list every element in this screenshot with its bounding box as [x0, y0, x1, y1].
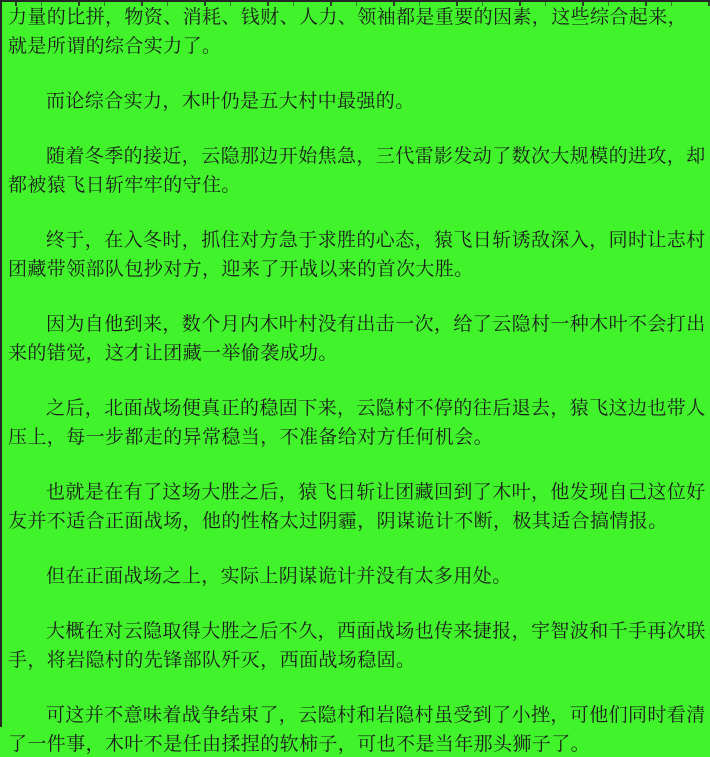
paragraph: 而论综合实力，木叶仍是五大村中最强的。: [46, 91, 415, 112]
paragraph: 可这并不意味着战争结束了，云隐村和岩隐村虽受到了小挫，可他们同时看清了一件事，木叶不是任由揉捏的软柿子，可也不是当年那头狮子了。: [8, 705, 706, 755]
paragraph: 力量的比拼，物资、消耗、钱财、人力、领袖都是重要的因素，这些综合起来，就是所谓的综合实力了。: [8, 7, 688, 57]
paragraph: 因为自他到来，数个月内木叶村没有出击一次，给了云隐村一种木叶不会打出来的错觉，这才让团藏一举偷袭成功。: [8, 314, 706, 364]
text-content: [8, 3, 706, 757]
paragraph: 之后，北面战场便真正的稳固下来，云隐村不停的往后退去，猿飞这边也带人压上，每一步都走的异常稳当，不准备给对方任何机会。: [8, 398, 706, 448]
paragraph: 也就是在有了这场大胜之后，猿飞日斩让团藏回到了木叶，他发现自己这位好友并不适合正面战场，他的性格太过阴霾，阴谋诡计不断，极其适合搞情报。: [8, 482, 706, 532]
paragraph: 终于，在入冬时，抓住对方急于求胜的心态，猿飞日斩诱敌深入，同时让志村团藏带领部队包抄对方，迎来了开战以来的首次大胜。: [8, 230, 706, 280]
paragraph: 但在正面战场之上，实际上阴谋诡计并没有太多用处。: [46, 566, 512, 587]
paragraph: 随着冬季的接近，云隐那边开始焦急，三代雷影发动了数次大规模的进攻，却都被猿飞日斩牢牢的守住。: [8, 146, 706, 196]
page-left-edge: [0, 0, 2, 727]
paragraph: 大概在对云隐取得大胜之后不久，西面战场也传来捷报，宇智波和千手再次联手，将岩隐村的先锋部队歼灭，西面战场稳固。: [8, 621, 706, 671]
